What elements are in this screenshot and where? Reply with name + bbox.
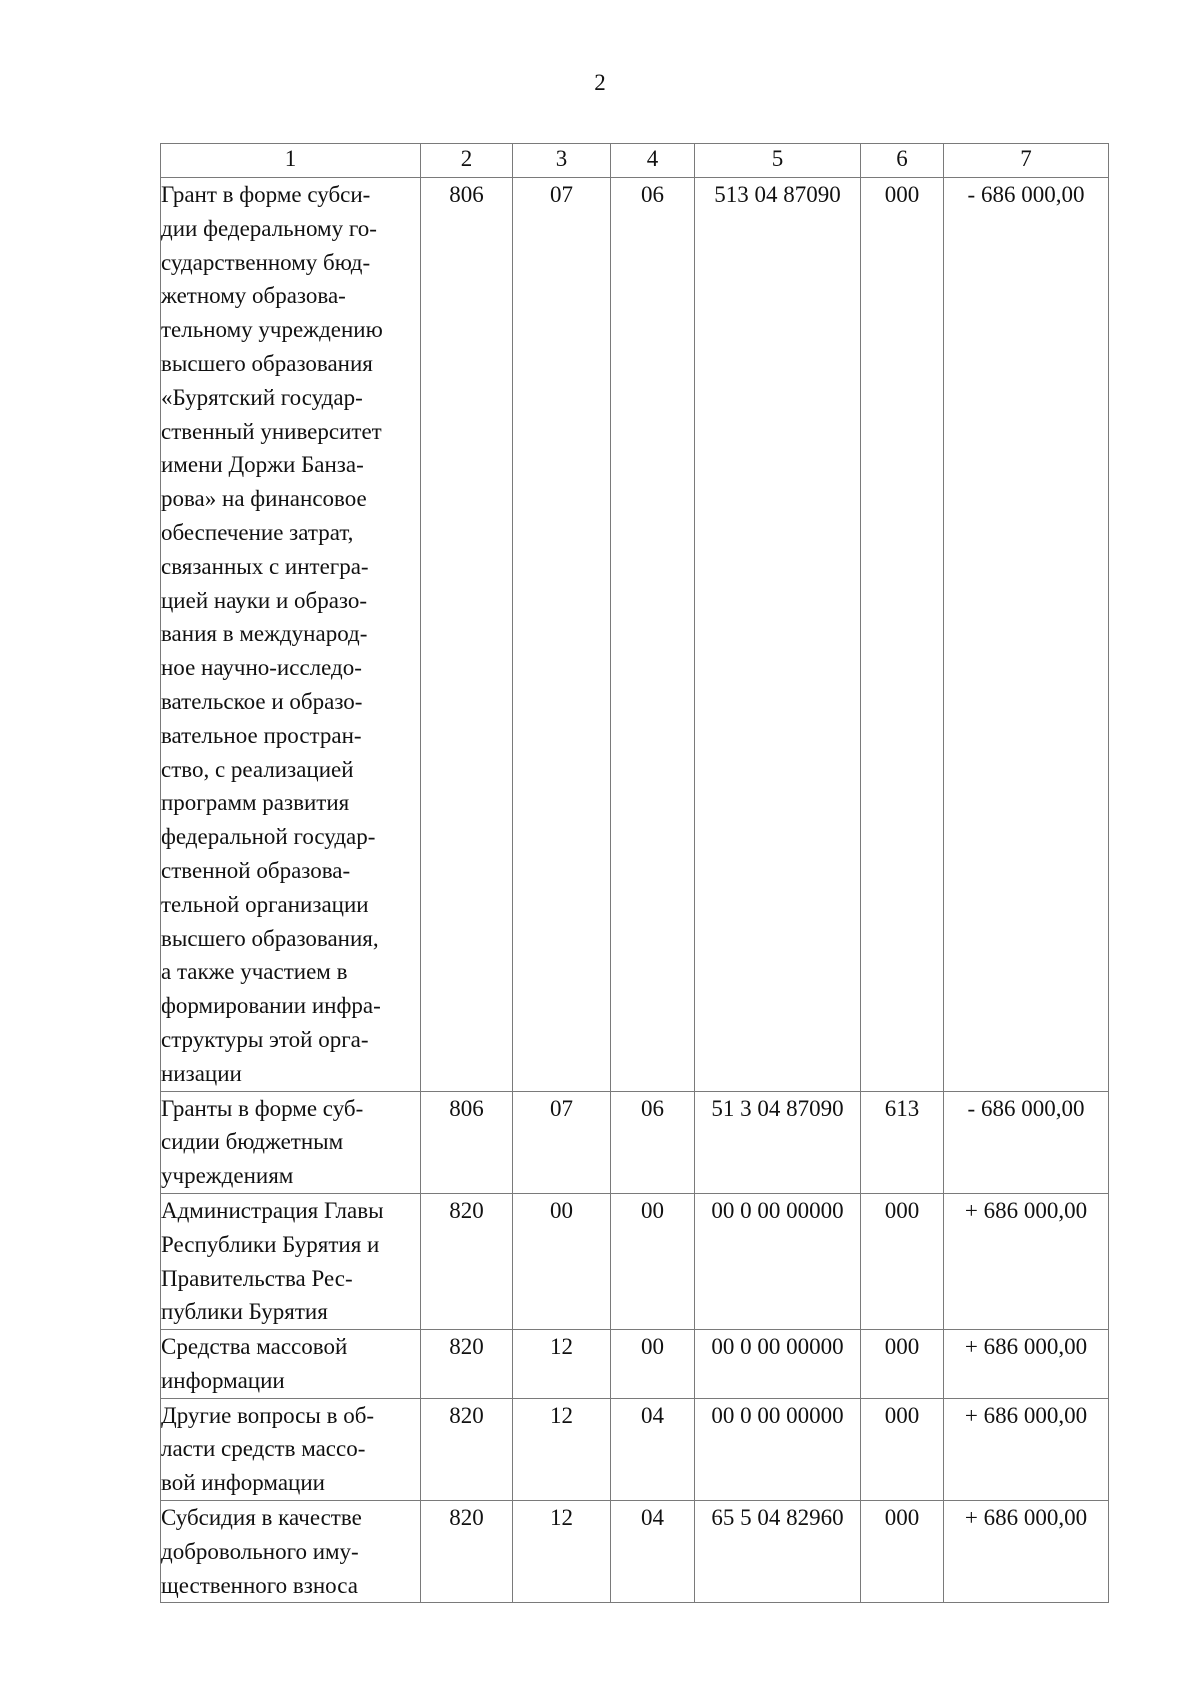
header-row [161, 144, 1109, 178]
description-line: вания в международ- [161, 621, 368, 647]
description-line: вательское и образо- [161, 688, 363, 714]
section-code-cell: 07 [513, 1091, 611, 1193]
description-line: сидии бюджетным [161, 1129, 344, 1155]
budget-table [160, 143, 1109, 1603]
row-description [161, 1330, 421, 1399]
description-line: жетному образова- [161, 283, 346, 309]
description-line: Администрация Главы [161, 1197, 384, 1223]
page-number: 2 [594, 70, 606, 95]
row-description [161, 1501, 421, 1603]
description-line: Другие вопросы в об- [161, 1402, 375, 1428]
section-code-cell: 00 [513, 1193, 611, 1329]
section-code-cell: 12 [513, 1501, 611, 1603]
description-line: информации [161, 1367, 285, 1393]
description-line: ное научно-исследо- [161, 655, 362, 681]
description-line: «Бурятский государ- [161, 384, 363, 410]
description-line: Гранты в форме суб- [161, 1095, 364, 1121]
target-article-cell: 65 5 04 82960 [695, 1501, 861, 1603]
target-article-cell: 00 0 00 00000 [695, 1330, 861, 1399]
column-header: 2 [421, 144, 513, 178]
table-row [161, 1330, 1109, 1399]
description-line: низации [161, 1060, 242, 1086]
description-line: высшего образования [161, 350, 373, 376]
section-code-cell: 12 [513, 1398, 611, 1500]
table-row [161, 1193, 1109, 1329]
column-header: 1 [161, 144, 421, 178]
target-article-cell: 00 0 00 00000 [695, 1398, 861, 1500]
description-line: вой информации [161, 1470, 325, 1496]
amount-cell: - 686 000,00 [944, 1091, 1109, 1193]
amount-cell: + 686 000,00 [944, 1501, 1109, 1603]
section-code-cell: 12 [513, 1330, 611, 1399]
description-line: Республики Бурятия и [161, 1231, 380, 1257]
description-line: добровольного иму- [161, 1538, 359, 1564]
subsection-code-cell: 00 [611, 1193, 695, 1329]
description-line: имени Доржи Банза- [161, 452, 364, 478]
expense-type-cell: 000 [861, 1330, 944, 1399]
description-line: рова» на финансовое [161, 486, 367, 512]
description-line: структуры этой орга- [161, 1026, 369, 1052]
description-line: вательное простран- [161, 722, 362, 748]
description-line: тельному учреждению [161, 317, 383, 343]
description-line: обеспечение затрат, [161, 519, 354, 545]
ministry-code-cell: 820 [421, 1193, 513, 1329]
column-header: 4 [611, 144, 695, 178]
description-line: Средства массовой [161, 1334, 348, 1360]
description-line: связанных с интегра- [161, 553, 369, 579]
description-line: дии федеральному го- [161, 215, 377, 241]
row-description [161, 178, 421, 1092]
ministry-code-cell: 806 [421, 178, 513, 1092]
column-header: 3 [513, 144, 611, 178]
description-line: публики Бурятия [161, 1299, 328, 1325]
target-article-cell: 00 0 00 00000 [695, 1193, 861, 1329]
ministry-code-cell: 820 [421, 1330, 513, 1399]
description-line: федеральной государ- [161, 824, 376, 850]
subsection-code-cell: 06 [611, 178, 695, 1092]
description-line: формировании инфра- [161, 993, 381, 1019]
description-line: щественного взноса [161, 1572, 358, 1598]
ministry-code-cell: 820 [421, 1501, 513, 1603]
amount-cell: - 686 000,00 [944, 178, 1109, 1092]
description-line: Грант в форме субси- [161, 182, 371, 207]
column-header: 5 [695, 144, 861, 178]
table-row [161, 178, 1109, 1092]
target-article-cell: 513 04 87090 [695, 178, 861, 1092]
column-header: 7 [944, 144, 1109, 178]
amount-cell: + 686 000,00 [944, 1398, 1109, 1500]
description-line: сударственному бюд- [161, 249, 371, 275]
expense-type-cell: 613 [861, 1091, 944, 1193]
subsection-code-cell: 04 [611, 1501, 695, 1603]
section-code-cell: 07 [513, 178, 611, 1092]
expense-type-cell: 000 [861, 178, 944, 1092]
description-line: Субсидия в качестве [161, 1505, 362, 1531]
row-description [161, 1398, 421, 1500]
description-line: ство, с реализацией [161, 756, 354, 782]
column-header: 6 [861, 144, 944, 178]
description-line: высшего образования, [161, 925, 379, 951]
amount-cell: + 686 000,00 [944, 1330, 1109, 1399]
table-row [161, 1398, 1109, 1500]
subsection-code-cell: 04 [611, 1398, 695, 1500]
subsection-code-cell: 06 [611, 1091, 695, 1193]
description-line: ласти средств массо- [161, 1436, 366, 1462]
amount-cell: + 686 000,00 [944, 1193, 1109, 1329]
description-line: а также участием в [161, 959, 348, 985]
description-line: программ развития [161, 790, 350, 816]
expense-type-cell: 000 [861, 1398, 944, 1500]
expense-type-cell: 000 [861, 1501, 944, 1603]
description-line: ственный университет [161, 418, 382, 444]
ministry-code-cell: 806 [421, 1091, 513, 1193]
table-row [161, 1501, 1109, 1603]
row-description [161, 1193, 421, 1329]
description-line: Правительства Рес- [161, 1265, 353, 1291]
subsection-code-cell: 00 [611, 1330, 695, 1399]
description-line: ственной образова- [161, 857, 351, 883]
expense-type-cell: 000 [861, 1193, 944, 1329]
target-article-cell: 51 3 04 87090 [695, 1091, 861, 1193]
description-line: учреждениям [161, 1163, 294, 1189]
description-line: тельной организации [161, 891, 369, 917]
ministry-code-cell: 820 [421, 1398, 513, 1500]
description-line: цией науки и образо- [161, 587, 368, 613]
row-description [161, 1091, 421, 1193]
table-row [161, 1091, 1109, 1193]
